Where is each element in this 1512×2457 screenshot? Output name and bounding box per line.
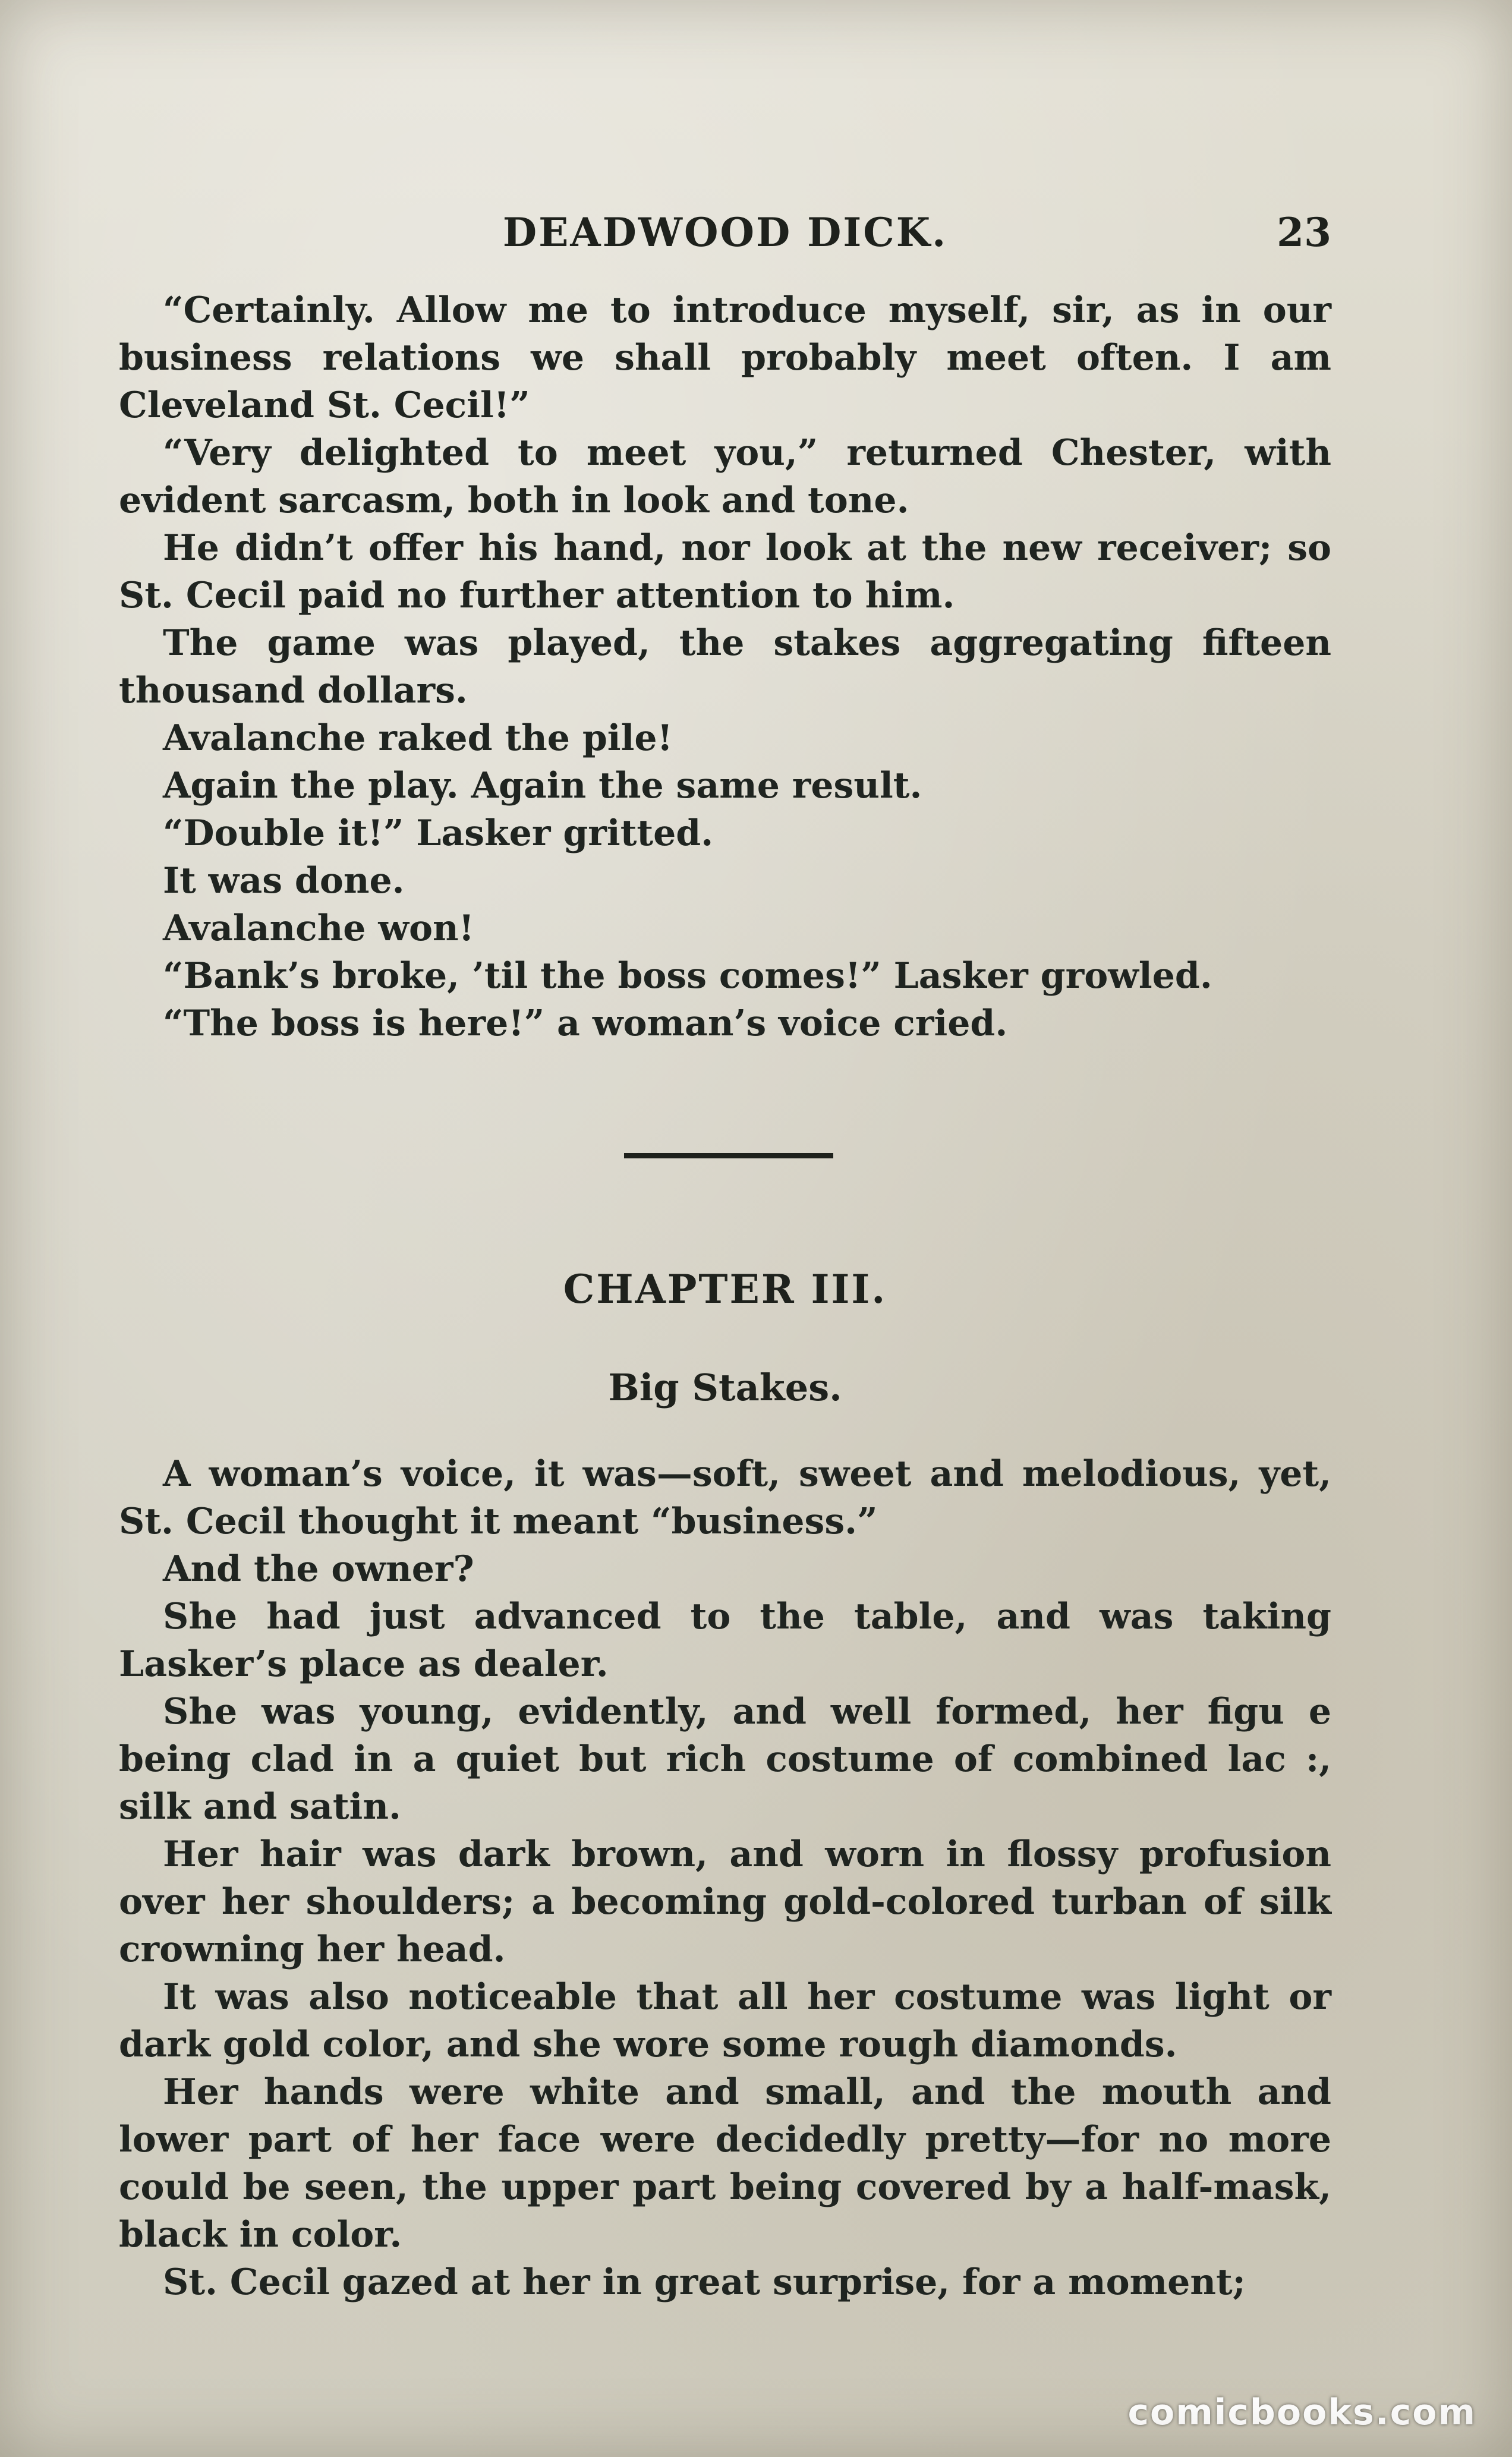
paragraph: Her hands were white and small, and the mouth and lower part of her face were decidedly pretty—for no more could be seen, the upper part being covered by a half-mask, black in color. bbox=[119, 2071, 1331, 2256]
paragraph: “The boss is here!” a woman’s voice cried. bbox=[163, 1003, 1008, 1044]
paragraph: A woman’s voice, it was—soft, sweet and melodious, yet, St. Cecil thought it meant “business.” bbox=[119, 1453, 1331, 1542]
paragraph: It was also noticeable that all her costume was light or dark gold color, and she wore some rough diamonds. bbox=[119, 1976, 1331, 2065]
paragraph: She had just advanced to the table, and was taking Lasker’s place as dealer. bbox=[119, 1596, 1331, 1685]
paragraph: She was young, evidently, and well formed, her figu e being clad in a quiet but rich costume of combined lac :, silk and satin. bbox=[119, 1691, 1331, 1828]
running-title: DEADWOOD DICK. bbox=[502, 209, 948, 256]
paragraph: Avalanche raked the pile! bbox=[163, 717, 673, 759]
paragraph: And the owner? bbox=[163, 1548, 474, 1590]
site-watermark: comicbooks.com bbox=[1127, 2392, 1476, 2433]
text-block-top bbox=[119, 286, 1331, 1047]
paragraph: The game was played, the stakes aggregating fifteen thousand dollars. bbox=[119, 622, 1331, 711]
paragraph: “Certainly. Allow me to introduce myself, sir, as in our business relations we shall probably meet often. I am Cleveland St. Cecil!” bbox=[119, 289, 1331, 426]
paragraph: “Bank’s broke, ’til the boss comes!” Lasker growled. bbox=[163, 955, 1212, 997]
paragraph: “Double it!” Lasker gritted. bbox=[163, 812, 714, 854]
paragraph: “Very delighted to meet you,” returned Chester, with evident sarcasm, both in look and tone. bbox=[119, 432, 1331, 521]
paragraph: Her hair was dark brown, and worn in flossy profusion over her shoulders; a becoming gold-colored turban of silk crowning her head. bbox=[119, 1834, 1331, 1970]
paragraph: It was done. bbox=[163, 860, 405, 902]
paragraph: Again the play. Again the same result. bbox=[163, 765, 922, 807]
page-header bbox=[119, 209, 1331, 269]
chapter-heading: CHAPTER III. bbox=[563, 1266, 887, 1312]
text-block-bottom bbox=[119, 1450, 1331, 2306]
section-divider bbox=[624, 1153, 833, 1158]
paragraph: St. Cecil gazed at her in great surprise, for a moment; bbox=[163, 2261, 1246, 2303]
page-number: 23 bbox=[1277, 209, 1331, 256]
chapter-subtitle: Big Stakes. bbox=[608, 1366, 842, 1409]
paragraph: Avalanche won! bbox=[163, 908, 475, 949]
paragraph: He didn’t offer his hand, nor look at the new receiver; so St. Cecil paid no further attention to him. bbox=[119, 527, 1331, 616]
